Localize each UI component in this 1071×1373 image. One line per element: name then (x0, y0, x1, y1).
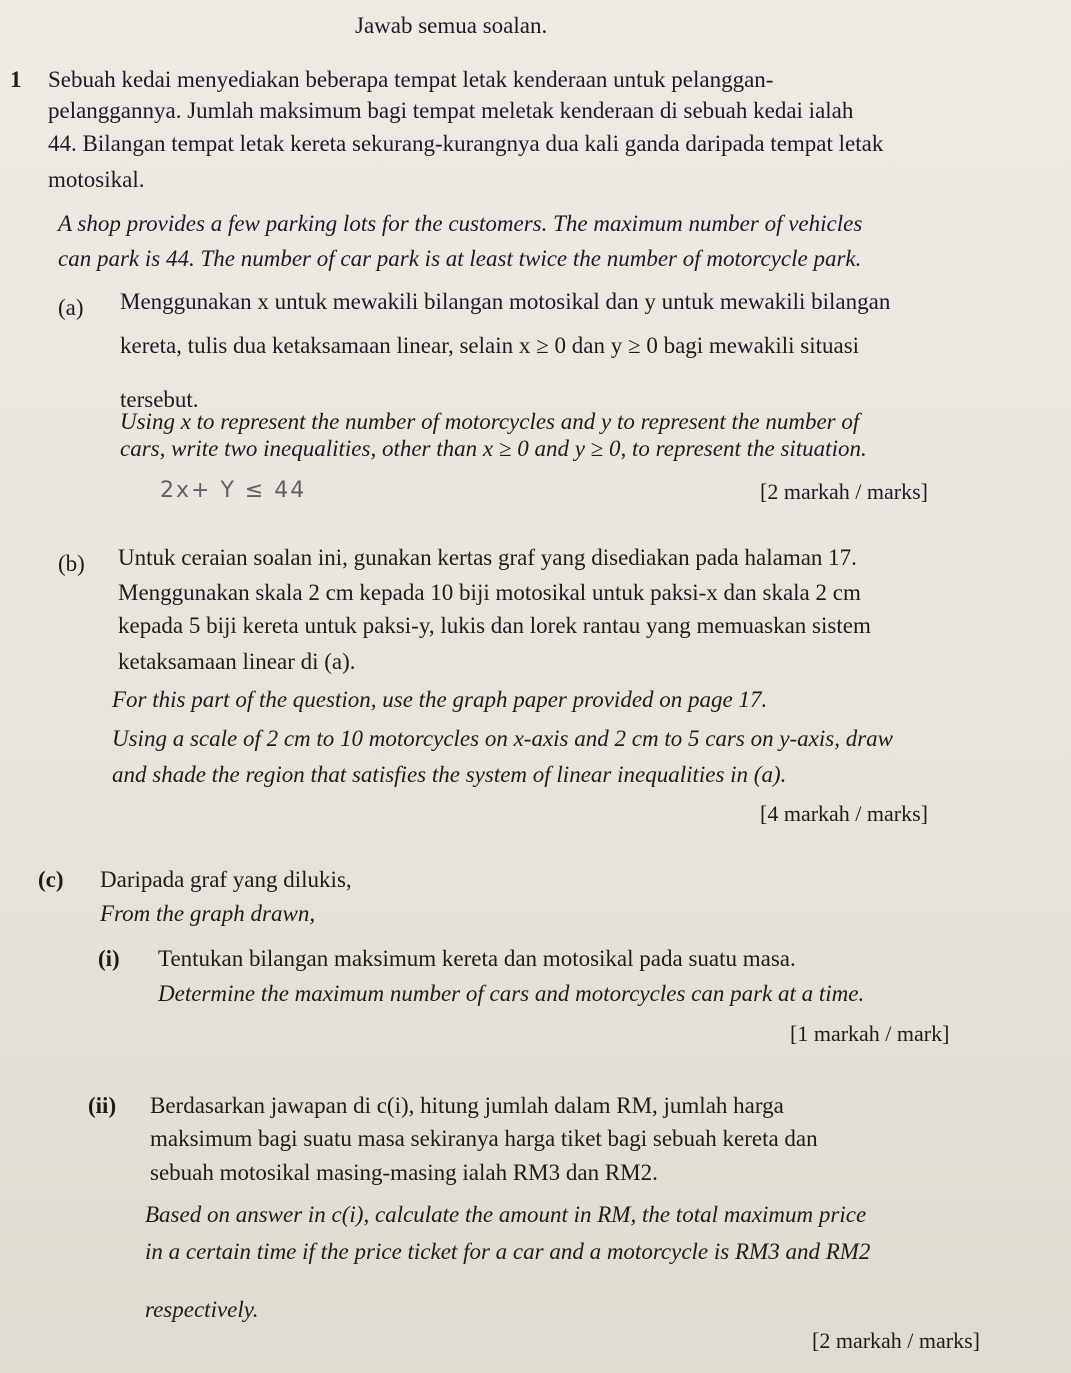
part-c-malay: Daripada graf yang dilukis, (100, 867, 352, 892)
part-a-english-line: Using x to represent the number of motorcycles and y to represent the number of (120, 409, 860, 434)
part-c-ii-marks: [2 markah / marks] (812, 1328, 980, 1353)
part-b-english-line: For this part of the question, use the graph paper provided on page 17. (112, 687, 768, 712)
question-malay-line: Sebuah kedai menyediakan beberapa tempat letak kenderaan untuk pelanggan- (48, 67, 774, 92)
part-b-english-line: Using a scale of 2 cm to 10 motorcycles on x-axis and 2 cm to 5 cars on y-axis, draw (112, 726, 894, 751)
question-english-line: can park is 44. The number of car park is at least twice the number of motorcycle park. (58, 246, 862, 271)
part-c-ii-english-line: respectively. (145, 1297, 259, 1322)
instruction-header: Jawab semua soalan. (355, 13, 548, 38)
question-malay-line: pelanggannya. Jumlah maksimum bagi tempat meletak kenderaan di sebuah kedai ialah (48, 98, 854, 123)
part-b-marks: [4 markah / marks] (760, 801, 928, 826)
part-a-malay-line: tersebut. (120, 387, 199, 412)
part-c-i-english: Determine the maximum number of cars and motorcycles can park at a time. (158, 981, 865, 1006)
part-c-label: (c) (38, 867, 64, 892)
part-c-i-marks: [1 markah / mark] (790, 1021, 950, 1046)
part-c-ii-english-line: in a certain time if the price ticket for a car and a motorcycle is RM3 and RM2 (145, 1239, 871, 1264)
part-b-english-line: and shade the region that satisfies the system of linear inequalities in (a). (112, 762, 787, 787)
part-b-malay-line: ketaksamaan linear di (a). (118, 649, 356, 674)
question-english-line: A shop provides a few parking lots for the customers. The maximum number of vehicles (58, 211, 863, 236)
part-b-malay-line: Menggunakan skala 2 cm kepada 10 biji motosikal untuk paksi-x dan skala 2 cm (118, 580, 861, 605)
question-malay-line: motosikal. (48, 167, 145, 192)
part-c-ii-label: (ii) (88, 1093, 117, 1118)
part-a-malay-line: kereta, tulis dua ketaksamaan linear, selain x ≥ 0 dan y ≥ 0 bagi mewakili situasi (120, 333, 860, 358)
part-a-english-line: cars, write two inequalities, other than x ≥ 0 and y ≥ 0, to represent the situation. (120, 436, 867, 461)
part-c-ii-malay-line: maksimum bagi suatu masa sekiranya harga tiket bagi sebuah kereta dan (150, 1126, 818, 1151)
part-a-malay-line: Menggunakan x untuk mewakili bilangan motosikal dan y untuk mewakili bilangan (120, 289, 891, 314)
part-c-english: From the graph drawn, (100, 901, 316, 926)
part-a-label: (a) (58, 295, 84, 320)
part-b-label: (b) (58, 551, 85, 576)
part-b-malay-line: kepada 5 biji kereta untuk paksi-y, lukis dan lorek rantau yang memuaskan sistem (118, 613, 871, 638)
handwritten-answer: 2x+ Y ≤ 44 (160, 478, 307, 503)
question-malay-line: 44. Bilangan tempat letak kereta sekurang-kurangnya dua kali ganda daripada tempat letak (48, 131, 884, 156)
part-c-ii-malay-line: Berdasarkan jawapan di c(i), hitung jumlah dalam RM, jumlah harga (150, 1093, 784, 1118)
part-a-marks: [2 markah / marks] (760, 479, 928, 504)
question-number: 1 (10, 67, 22, 92)
part-c-ii-malay-line: sebuah motosikal masing-masing ialah RM3 dan RM2. (150, 1160, 658, 1185)
part-b-malay-line: Untuk ceraian soalan ini, gunakan kertas graf yang disediakan pada halaman 17. (118, 545, 857, 570)
part-c-ii-english-line: Based on answer in c(i), calculate the amount in RM, the total maximum price (145, 1202, 867, 1227)
part-c-i-malay: Tentukan bilangan maksimum kereta dan motosikal pada suatu masa. (158, 946, 796, 971)
part-c-i-label: (i) (98, 946, 120, 971)
